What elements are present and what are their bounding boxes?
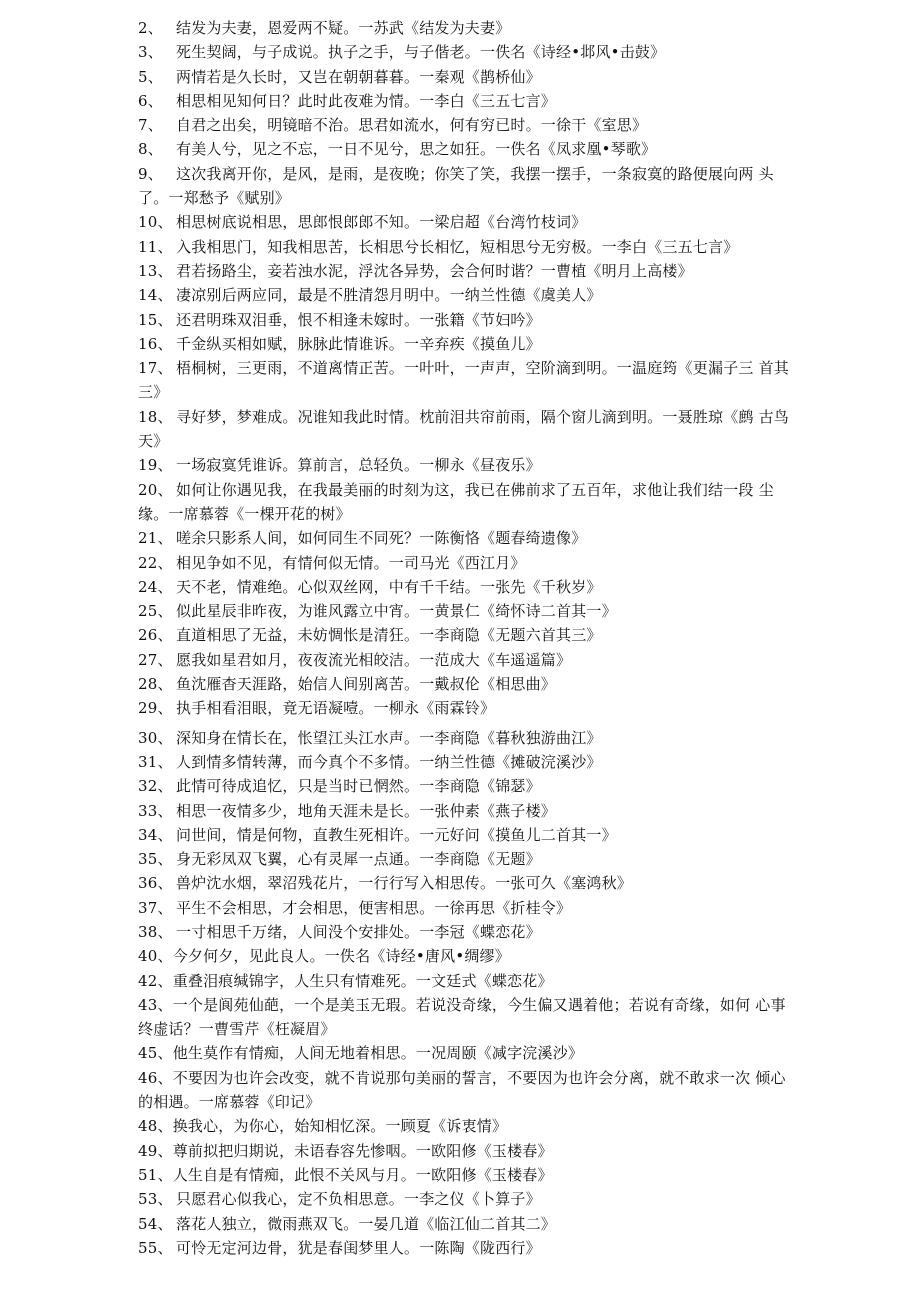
item-text: 一寸相思千万绪，人间没个安排处。一李冠《蝶恋花》 <box>176 922 541 941</box>
item-text: 可怜无定河边骨，犹是春闺梦里人。一陈陶《陇西行》 <box>176 1238 541 1257</box>
list-item <box>138 726 798 750</box>
item-number: 18、 <box>138 407 173 426</box>
list-item <box>138 65 798 89</box>
item-text: 身无彩凤双飞翼，心有灵犀一点通。一李商隐《无题》 <box>176 850 541 869</box>
list-item <box>138 648 798 672</box>
document-page <box>138 16 798 1260</box>
list-item <box>138 162 798 211</box>
item-text: 这次我离开你，是风，是雨，是夜晚；你笑了笑，我摆一摆手，一条寂寞的路便展向两 头了。一郑愁予《赋别》 <box>138 164 774 208</box>
list-item <box>138 823 798 847</box>
item-number: 8、 <box>138 140 163 159</box>
list-item <box>138 1212 798 1236</box>
item-text: 重叠泪痕缄锦字，人生只有情难死。一文廷式《蝶恋花》 <box>172 971 553 990</box>
item-number: 32、 <box>138 777 173 796</box>
item-text: 梧桐树，三更雨，不道离情正苦。一叶叶，一声声，空阶滴到明。一温庭筠《更漏子三 首其三》 <box>138 359 789 402</box>
item-text: 相见争如不见，有情何似无情。一司马光《西江月》 <box>176 553 526 572</box>
item-number: 37、 <box>138 898 173 917</box>
item-text: 鱼沈雁杳天涯路，始信人间别离苦。一戴叔伦《相思曲》 <box>176 675 557 694</box>
item-text: 兽炉沈水烟，翠沼残花片，一行行写入相思传。一张可久《塞鸿秋》 <box>176 874 633 893</box>
item-number: 7、 <box>138 116 163 135</box>
item-number: 9、 <box>138 164 163 183</box>
item-number: 34、 <box>138 825 173 844</box>
list-item <box>138 672 798 696</box>
item-text: 死生契阔，与子成说。执子之手，与子偕老。一佚名《诗经•邶风•击鼓》 <box>176 43 666 62</box>
item-number: 48、 <box>138 1117 173 1136</box>
item-number: 29、 <box>138 699 173 718</box>
item-number: 14、 <box>138 286 173 305</box>
item-number: 3、 <box>138 43 163 62</box>
item-text: 一场寂寞凭谁诉。算前言，总轻负。一柳永《昼夜乐》 <box>176 456 541 475</box>
item-text: 执手相看泪眼，竟无语凝噎。一柳永《雨霖铃》 <box>176 699 496 718</box>
item-text: 一个是阆苑仙葩，一个是美玉无瑕。若说没奇缘，今生偏又遇着他；若说有奇缘，如何 心事终虚话？一曹雪芹《枉凝眉》 <box>138 995 786 1039</box>
item-number: 26、 <box>138 626 173 645</box>
item-number: 25、 <box>138 602 173 621</box>
item-text: 尊前拟把归期说，未语春容先惨咽。一欧阳修《玉楼春》 <box>172 1141 553 1160</box>
item-number: 53、 <box>138 1190 173 1209</box>
item-text: 问世间，情是何物，直教生死相许。一元好问《摸鱼儿二首其一》 <box>176 825 617 844</box>
item-text: 落花人独立，微雨燕双飞。一晏几道《临江仙二首其二》 <box>176 1214 557 1233</box>
list-item <box>138 137 798 161</box>
list-item <box>138 896 798 920</box>
list-item <box>138 1236 798 1260</box>
list-item <box>138 1139 798 1163</box>
list-item <box>138 16 798 40</box>
item-text: 寻好梦，梦难成。况谁知我此时情。枕前泪共帘前雨，隔个窗儿滴到明。一聂胜琼《鹧 古鸟天》 <box>138 407 789 451</box>
item-text: 人生自是有情痴，此恨不关风与月。一欧阳修《玉楼春》 <box>172 1165 553 1184</box>
item-number: 33、 <box>138 801 173 820</box>
item-number: 36、 <box>138 874 173 893</box>
item-text: 君若扬路尘，妾若浊水泥，浮沈各异势，会合何时谐？一曹植《明月上高楼》 <box>176 261 693 280</box>
item-text: 平生不会相思，才会相思，便害相思。一徐再思《折桂令》 <box>176 898 572 917</box>
item-number: 31、 <box>138 752 173 771</box>
item-text: 自君之出矣，明镜暗不治。思君如流水，何有穷已时。一徐干《室思》 <box>176 116 648 135</box>
item-text: 还君明珠双泪垂，恨不相逢未嫁时。一张籍《节妇吟》 <box>176 310 541 329</box>
item-text: 他生莫作有情痴，人间无地着相思。一况周颐《减字浣溪沙》 <box>172 1044 584 1063</box>
item-text: 愿我如星君如月，夜夜流光相皎洁。一范成大《车遥遥篇》 <box>176 650 572 669</box>
list-item <box>138 453 798 477</box>
item-number: 6、 <box>138 91 163 110</box>
item-number: 40、 <box>138 947 173 966</box>
item-number: 24、 <box>138 577 173 596</box>
item-number: 35、 <box>138 850 173 869</box>
list-item <box>138 847 798 871</box>
item-number: 22、 <box>138 553 173 572</box>
list-item <box>138 599 798 623</box>
item-number: 15、 <box>138 310 173 329</box>
item-text: 嗟余只影系人间，如何同生不同死？一陈衡恪《题春绮遗像》 <box>176 529 587 548</box>
item-text: 有美人兮，见之不忘，一日不见兮，思之如狂。一佚名《凤求凰•琴歌》 <box>176 140 657 159</box>
list-item <box>138 920 798 944</box>
item-text: 入我相思门，知我相思苦，长相思兮长相忆，短相思兮无穷极。一李白《三五七言》 <box>176 237 739 256</box>
item-number: 54、 <box>138 1214 173 1233</box>
list-item <box>138 235 798 259</box>
item-number: 51、 <box>138 1165 173 1184</box>
list-item <box>138 308 798 332</box>
item-text: 天不老，情难绝。心似双丝网，中有千千结。一张先《千秋岁》 <box>176 577 602 596</box>
list-item <box>138 356 798 405</box>
item-text: 此情可待成追忆，只是当时已惘然。一李商隐《锦瑟》 <box>176 777 541 796</box>
list-item <box>138 750 798 774</box>
item-number: 20、 <box>138 480 173 499</box>
item-number: 30、 <box>138 728 173 747</box>
item-number: 27、 <box>138 650 173 669</box>
item-text: 两情若是久长时，又岂在朝朝暮暮。一秦观《鹊桥仙》 <box>176 67 541 86</box>
item-number: 17、 <box>138 359 173 378</box>
list-item <box>138 944 798 968</box>
item-number: 19、 <box>138 456 173 475</box>
list-item <box>138 799 798 823</box>
list-item <box>138 575 798 599</box>
item-text: 结发为夫妻，恩爱两不疑。一苏武《结发为夫妻》 <box>176 19 511 37</box>
list-item <box>138 1066 798 1115</box>
list-item <box>138 871 798 895</box>
list-item <box>138 283 798 307</box>
list-item <box>138 993 798 1042</box>
item-text: 深知身在情长在，怅望江头江水声。一李商隐《暮秋独游曲江》 <box>176 728 602 747</box>
item-text: 不要因为也许会改变，就不肯说那句美丽的誓言，不要因为也许会分离，就不敢求一次 倾心的相遇。一席慕蓉《印记》 <box>138 1068 786 1112</box>
list-item <box>138 774 798 798</box>
item-number: 46、 <box>138 1068 173 1087</box>
list-item <box>138 113 798 137</box>
item-text: 人到情多情转薄，而今真个不多情。一纳兰性德《摊破浣溪沙》 <box>176 752 602 771</box>
list-item <box>138 1163 798 1187</box>
item-number: 45、 <box>138 1044 173 1063</box>
list-item <box>138 1187 798 1211</box>
item-number: 21、 <box>138 529 173 548</box>
item-text: 如何让你遇见我，在我最美丽的时刻为这，我已在佛前求了五百年，求他让我们结一段 尘缘。一席慕蓉《一棵开花的树》 <box>138 480 774 523</box>
item-text: 直道相思了无益，未妨惆怅是清狂。一李商隐《无题六首其三》 <box>176 626 602 645</box>
list-item <box>138 526 798 550</box>
item-text: 相思树底说相思，思郎恨郎郎不知。一梁启超《台湾竹枝词》 <box>176 213 587 232</box>
item-number: 42、 <box>138 971 173 990</box>
item-number: 38、 <box>138 922 173 941</box>
item-text: 今夕何夕，见此良人。一佚名《诗经•唐风•绸缪》 <box>172 947 510 966</box>
item-number: 49、 <box>138 1141 173 1160</box>
list-item <box>138 1114 798 1138</box>
item-number: 11、 <box>138 237 173 256</box>
item-number: 43、 <box>138 995 173 1014</box>
item-text: 相思相见知何日？此时此夜难为情。一李白《三五七言》 <box>176 91 557 110</box>
item-text: 换我心，为你心，始知相忆深。一顾夏《诉衷情》 <box>172 1117 508 1136</box>
item-number: 10、 <box>138 213 173 232</box>
item-text: 凄凉别后两应同，最是不胜清怨月明中。一纳兰性德《虞美人》 <box>176 286 602 305</box>
list-item <box>138 1041 798 1065</box>
list-item <box>138 478 798 527</box>
list-item <box>138 405 798 454</box>
list-item <box>138 332 798 356</box>
list-item <box>138 40 798 64</box>
list-item <box>138 623 798 647</box>
item-number: 5、 <box>138 67 163 86</box>
list-item <box>138 259 798 283</box>
list-item <box>138 210 798 234</box>
list-item <box>138 89 798 113</box>
item-text: 千金纵买相如赋，脉脉此情谁诉。一辛弃疾《摸鱼儿》 <box>176 334 541 353</box>
item-number: 13、 <box>138 261 173 280</box>
item-number: 28、 <box>138 675 173 694</box>
item-text: 只愿君心似我心，定不负相思意。一李之仪《卜算子》 <box>176 1190 541 1209</box>
item-number: 16、 <box>138 334 173 353</box>
item-text: 似此星辰非昨夜，为谁风露立中宵。一黄景仁《绮怀诗二首其一》 <box>176 602 617 621</box>
list-item <box>138 696 798 720</box>
item-number: 55、 <box>138 1238 173 1257</box>
list-item <box>138 969 798 993</box>
item-number: 2、 <box>138 19 163 37</box>
list-item <box>138 551 798 575</box>
item-text: 相思一夜情多少，地角天涯未是长。一张仲素《燕子楼》 <box>176 801 557 820</box>
